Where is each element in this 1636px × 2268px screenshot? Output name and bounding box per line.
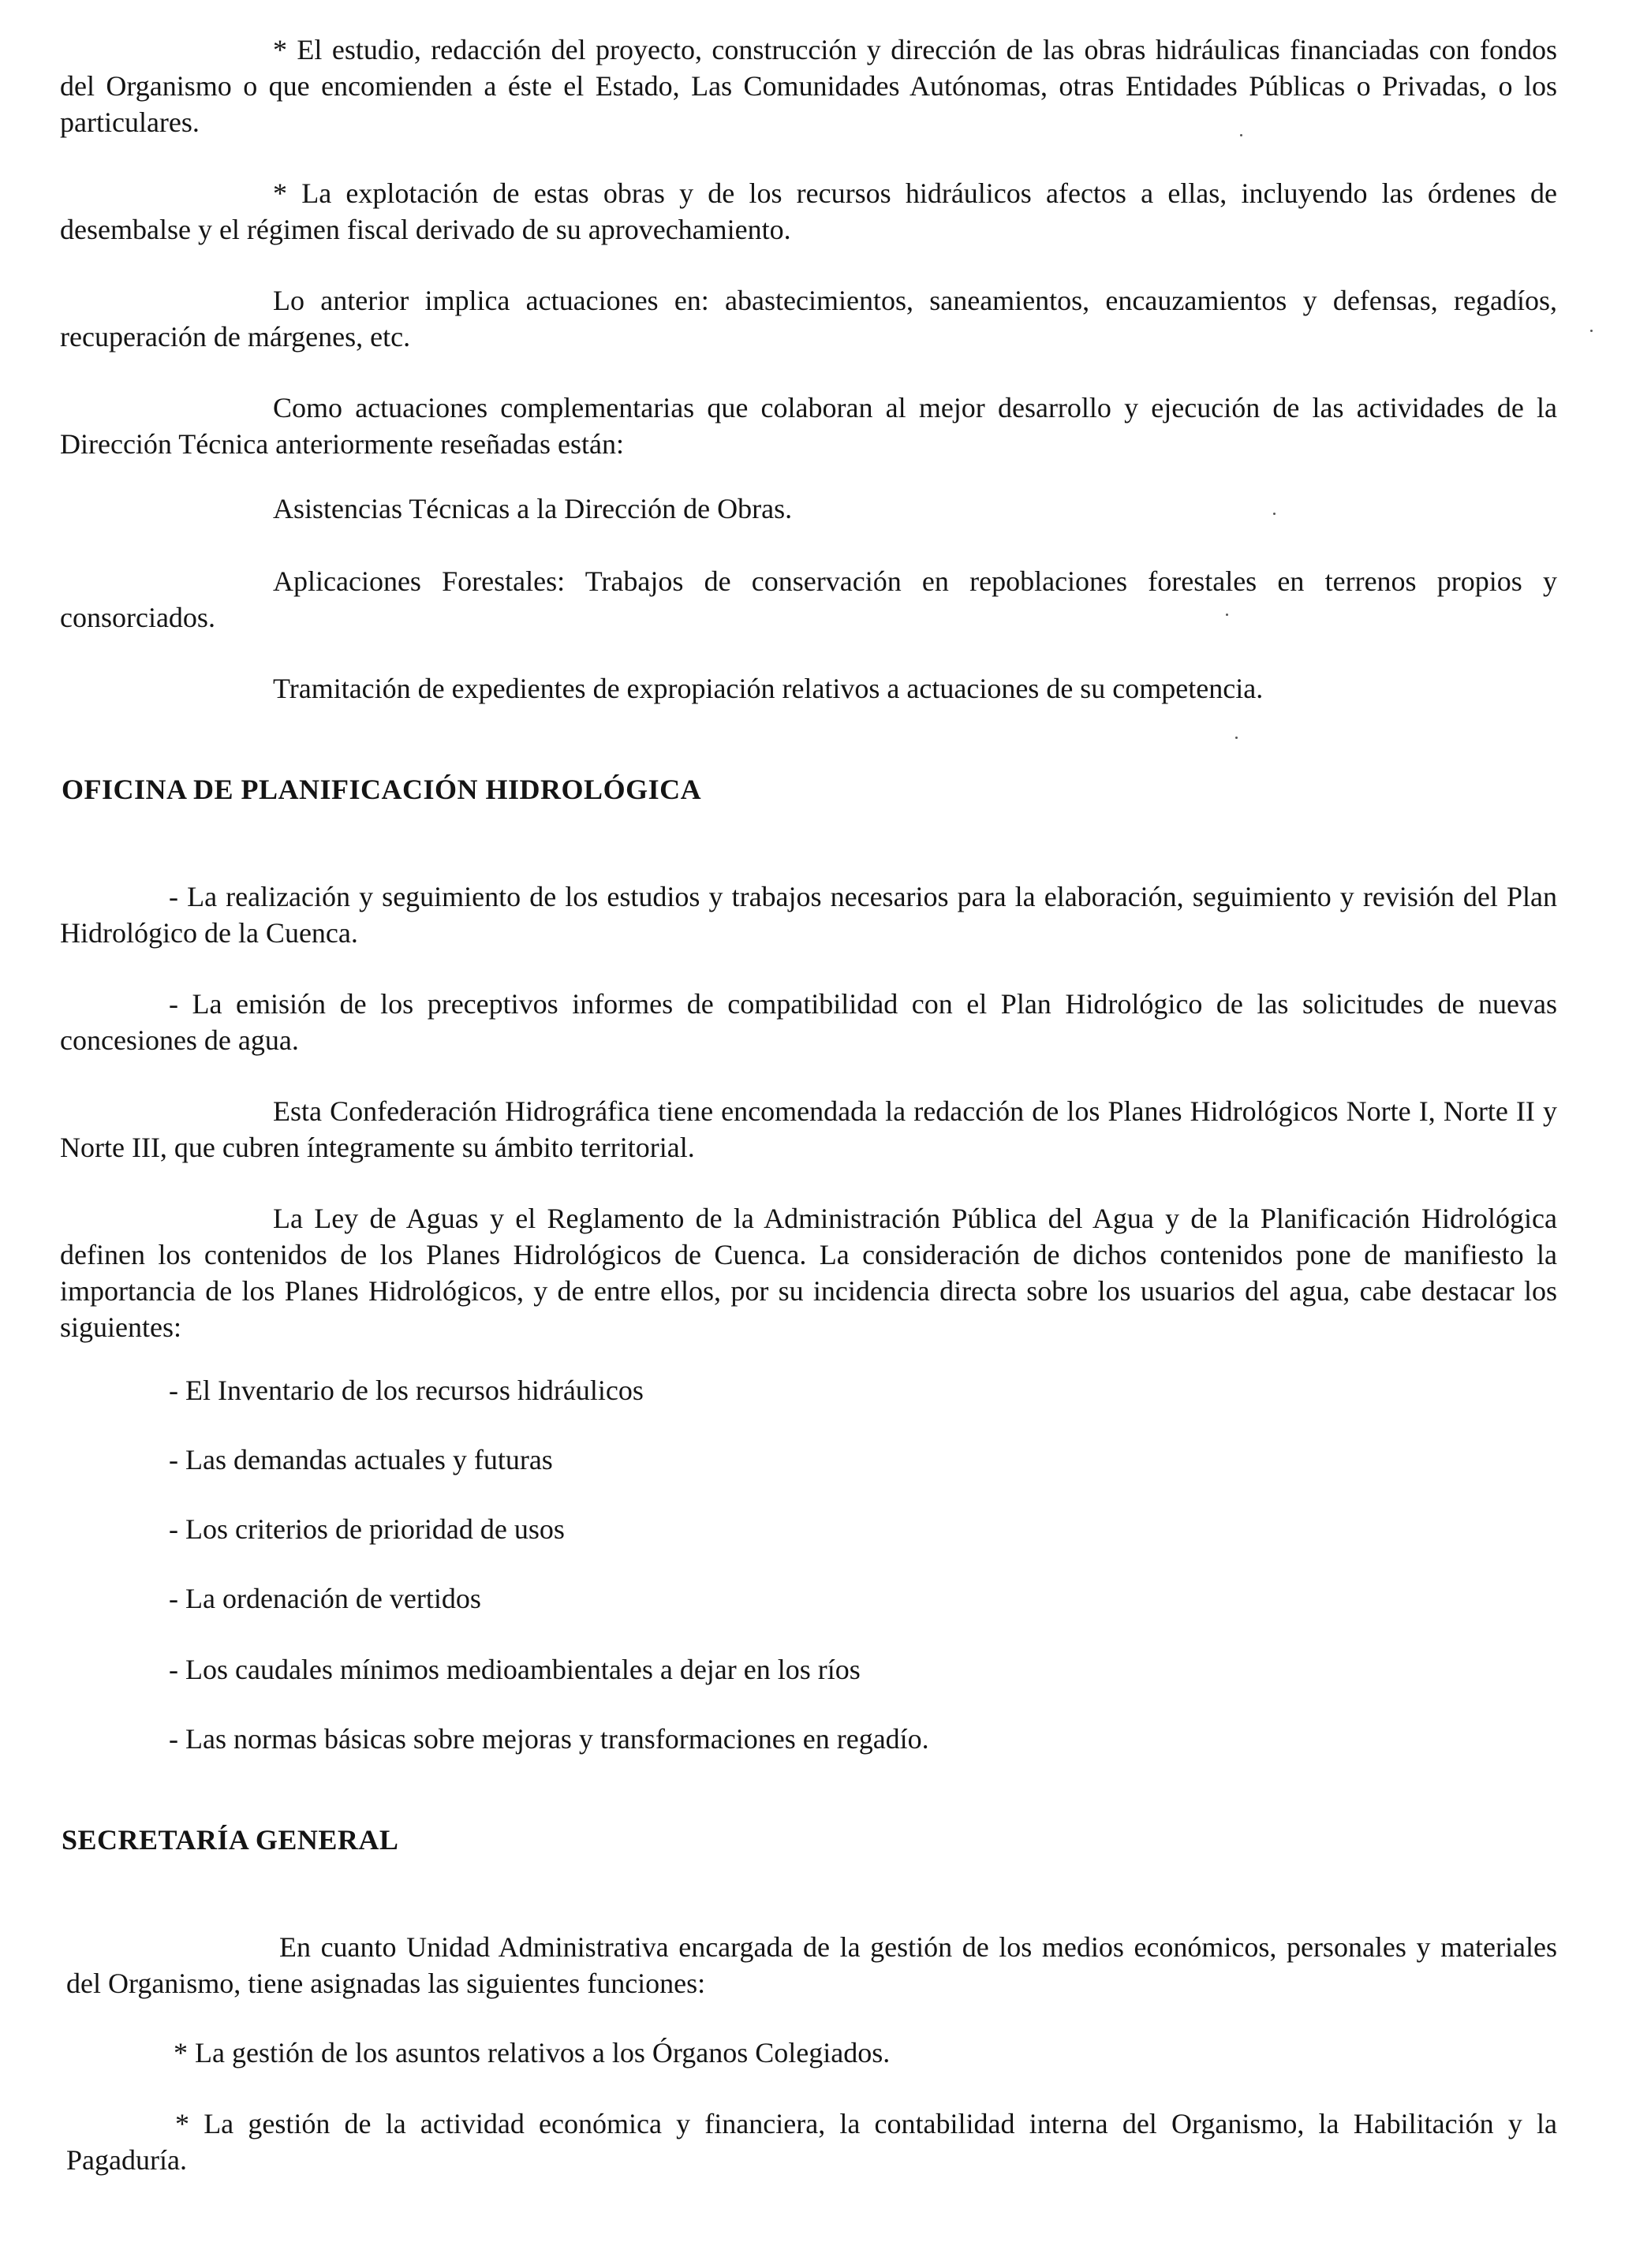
paragraph-explotacion-obras: * La explotación de estas obras y de los recursos hidráulicos afectos a ellas, incluyendo las órdenes de desembalse y el régimen fiscal derivado de su aprovechamiento.: [60, 177, 1557, 245]
list-item: - La ordenación de vertidos: [169, 1583, 481, 1614]
scan-speck: [1240, 134, 1242, 136]
item-aplicaciones-forestales-line1: Aplicaciones Forestales: Trabajos de conservación en repoblaciones forestales en terrenos propios y: [273, 565, 1557, 597]
scan-speck: [1235, 737, 1238, 739]
item-asistencias-tecnicas: Asistencias Técnicas a la Dirección de Obras.: [273, 493, 793, 524]
heading-oficina-planificacion: OFICINA DE PLANIFICACIÓN HIDROLÓGICA: [62, 774, 702, 805]
item-tramitacion-expedientes: Tramitación de expedientes de expropiación relativos a actuaciones de su competencia.: [273, 673, 1264, 704]
list-item: - Los caudales mínimos medioambientales a dejar en los ríos: [169, 1654, 861, 1685]
list-item: - Las demandas actuales y futuras: [169, 1444, 553, 1475]
paragraph-obras-hidraulicas: * El estudio, redacción del proyecto, construcción y dirección de las obras hidráulicas financiadas con fondos del Organismo o que encomienden a éste el Estado, Las Comunidades Autónomas, otras Entidades Públicas o Privadas, o los particulares.: [60, 34, 1557, 138]
scan-speck: [1273, 513, 1276, 515]
paragraph-unidad-administrativa: En cuanto Unidad Administrativa encargada de la gestión de los medios económicos, personales y materiales del Organismo, tiene asignadas las siguientes funciones:: [66, 1931, 1557, 1999]
paragraph-informes-compatibilidad: - La emisión de los preceptivos informes de compatibilidad con el Plan Hidrológico de las solicitudes de nuevas concesiones de agua.: [60, 988, 1557, 1056]
scan-speck: [1226, 614, 1228, 616]
scan-speck: [1590, 330, 1593, 332]
paragraph-plan-hidrologico: - La realización y seguimiento de los estudios y trabajos necesarios para la elaboración, seguimiento y revisión del Plan Hidrológico de la Cuenca.: [60, 881, 1557, 949]
paragraph-actuaciones-complementarias: Como actuaciones complementarias que colaboran al mejor desarrollo y ejecución de las actividades de la Dirección Técnica anteriormente reseñadas están:: [60, 392, 1557, 460]
item-aplicaciones-forestales-line2: consorciados.: [60, 602, 215, 633]
paragraph-actuaciones: Lo anterior implica actuaciones en: abastecimientos, saneamientos, encauzamientos y defensas, regadíos, recuperación de márgenes, etc.: [60, 285, 1557, 353]
item-organos-colegiados: * La gestión de los asuntos relativos a los Órganos Colegiados.: [174, 2037, 891, 2068]
list-item: - Las normas básicas sobre mejoras y transformaciones en regadío.: [169, 1723, 929, 1755]
paragraph-ley-aguas: La Ley de Aguas y el Reglamento de la Administración Pública del Agua y de la Planificación Hidrológica definen los contenidos de los Planes Hidrológicos de Cuenca. La consideración de dichos contenidos pone de manifiesto la importancia de los Planes Hidrológicos, y de entre ellos, por su incidencia directa sobre los usuarios del agua, cabe destacar los siguientes:: [60, 1203, 1557, 1343]
paragraph-actividad-economica: * La gestión de la actividad económica y financiera, la contabilidad interna del Organismo, la Habilitación y la Pagaduría.: [66, 2108, 1557, 2176]
paragraph-planes-norte: Esta Confederación Hidrográfica tiene encomendada la redacción de los Planes Hidrológicos Norte I, Norte II y Norte III, que cubren íntegramente su ámbito territorial.: [60, 1095, 1557, 1163]
list-item: - Los criterios de prioridad de usos: [169, 1513, 565, 1545]
list-item: - El Inventario de los recursos hidráulicos: [169, 1375, 644, 1406]
heading-secretaria-general: SECRETARÍA GENERAL: [62, 1824, 399, 1856]
